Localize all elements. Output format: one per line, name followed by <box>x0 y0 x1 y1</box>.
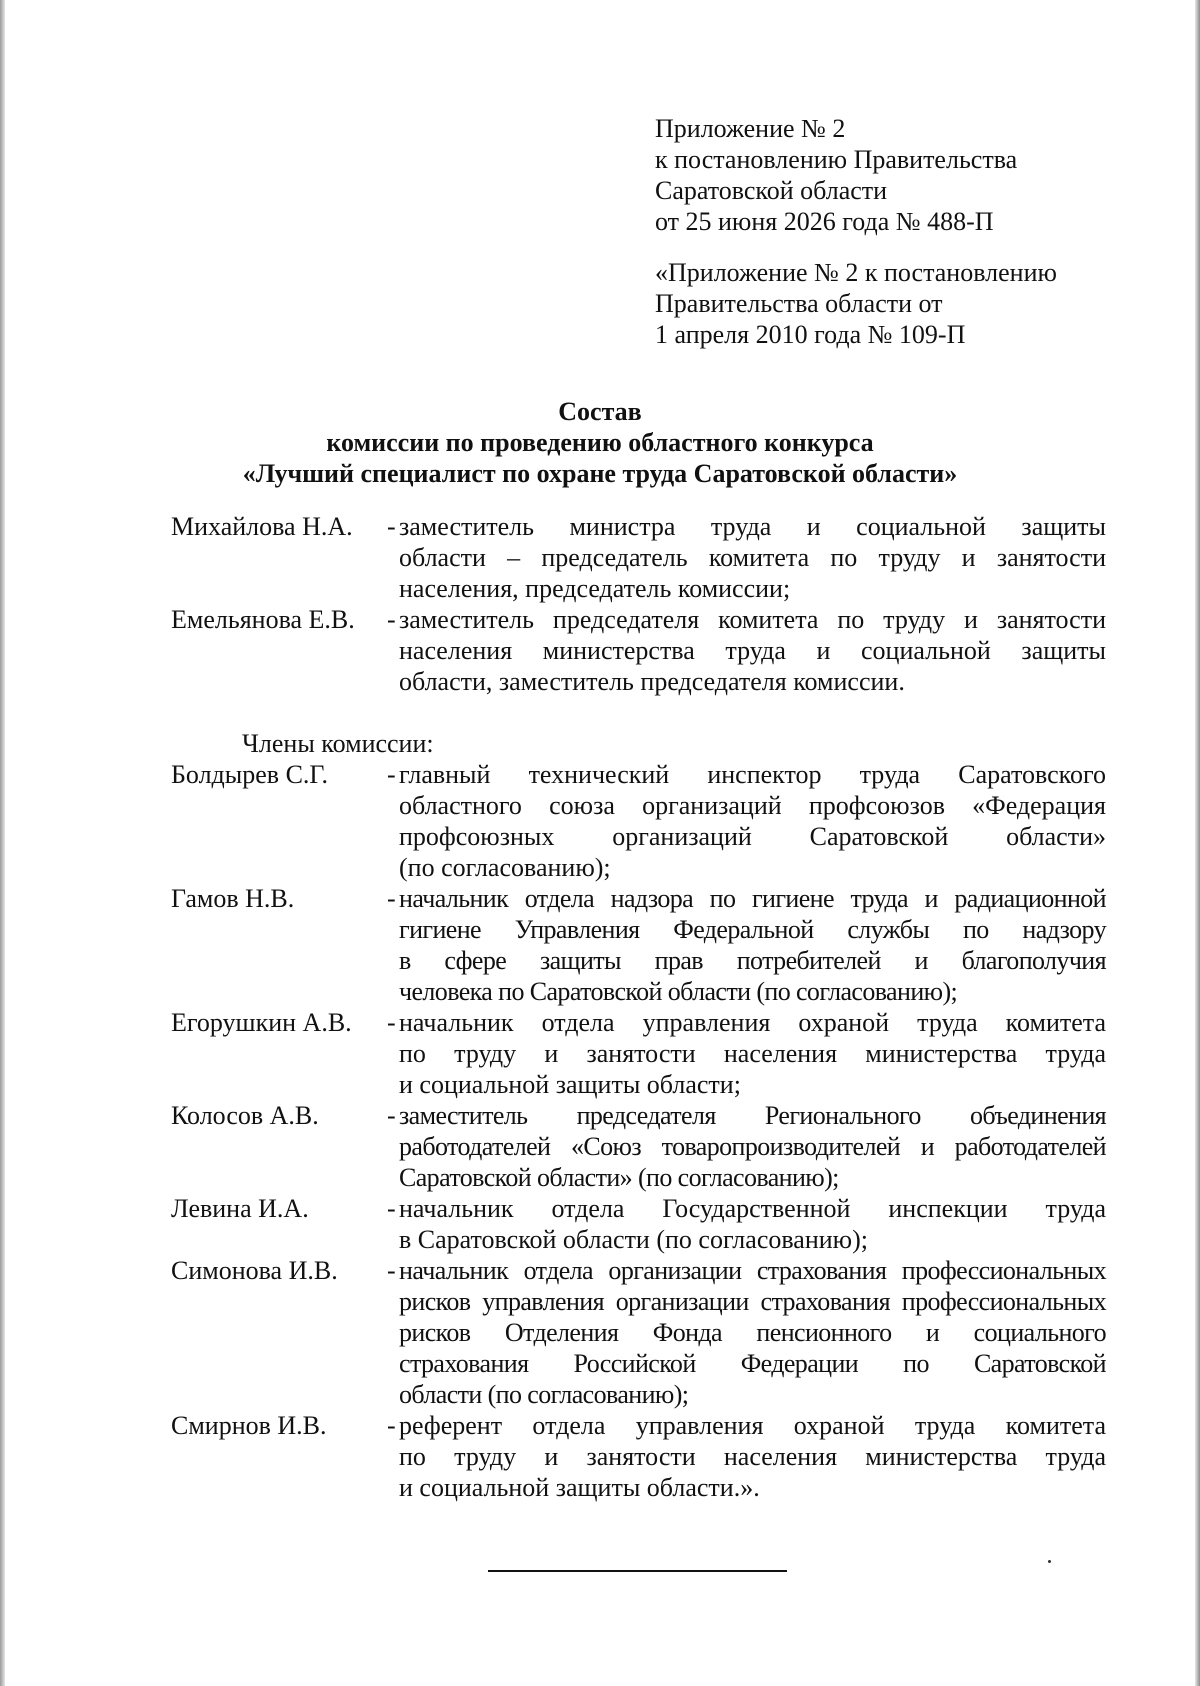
position-line: областного союза организаций профсоюзов «Федерация <box>399 791 1106 820</box>
member-dash: - <box>387 1008 396 1037</box>
position-line: Саратовской области» (по согласованию); <box>399 1163 839 1192</box>
position-line: главный технический инспектор труда Саратовского <box>399 760 1106 789</box>
member-row <box>171 1255 1106 1410</box>
member-row <box>171 1007 1106 1100</box>
member-name: Гамов Н.В. <box>171 884 295 913</box>
member-dash: - <box>387 884 396 913</box>
position-line: по труду и занятости населения министерства труда <box>399 1039 1106 1068</box>
member-position <box>399 759 1106 883</box>
members-label: Члены комиссии: <box>242 729 434 758</box>
member-name: Егорушкин А.В. <box>171 1008 352 1037</box>
position-line: человека по Саратовской области (по согласованию); <box>399 977 958 1006</box>
member-dash: - <box>387 1256 396 1285</box>
title-line: «Лучший специалист по охране труда Саратовской области» <box>242 459 958 488</box>
position-line: начальник отдела управления охраной труда комитета <box>399 1008 1106 1037</box>
member-position <box>399 1410 1106 1503</box>
scan-edge-left <box>0 0 5 1686</box>
member-position <box>399 1100 1106 1193</box>
member-position <box>399 511 1106 604</box>
position-line: работодателей «Союз товаропроизводителей и работодателей <box>399 1132 1106 1161</box>
title-line: комиссии по проведению областного конкурса <box>326 428 874 457</box>
position-line: в сфере защиты прав потребителей и благополучия <box>399 946 1106 975</box>
position-line: населения министерства труда и социальной защиты <box>399 636 1106 665</box>
member-row <box>171 604 1106 697</box>
member-position <box>399 883 1106 1007</box>
position-line: и социальной защиты области; <box>399 1070 741 1099</box>
position-line: рисков Отделения Фонда пенсионного и социального <box>399 1318 1106 1347</box>
position-line: гигиене Управления Федеральной службы по надзору <box>399 915 1106 944</box>
position-line: (по согласованию); <box>399 853 611 882</box>
position-line: рисков управления организации страхования профессиональных <box>399 1287 1106 1316</box>
scan-speck <box>1048 1560 1051 1563</box>
member-position <box>399 1193 1106 1255</box>
approval-line: Приложение № 2 <box>655 114 846 143</box>
position-line: населения, председатель комиссии; <box>399 574 791 603</box>
member-position <box>399 1007 1106 1100</box>
member-dash: - <box>387 1101 396 1130</box>
member-dash: - <box>387 1194 396 1223</box>
position-line: заместитель председателя Регионального объединения <box>399 1101 1106 1130</box>
member-position <box>399 604 1106 697</box>
member-list <box>171 759 1106 1503</box>
position-line: заместитель министра труда и социальной защиты <box>399 512 1106 541</box>
approval-line: Саратовской области <box>655 176 888 205</box>
member-name: Левина И.А. <box>171 1194 309 1223</box>
quoted-appendix-line: «Приложение № 2 к постановлению <box>655 258 1057 287</box>
member-name: Смирнов И.В. <box>171 1411 327 1440</box>
member-row <box>171 1100 1106 1193</box>
position-line: начальник отдела надзора по гигиене труда и радиационной <box>399 884 1106 913</box>
approval-line: к постановлению Правительства <box>655 145 1018 174</box>
member-name: Колосов А.В. <box>171 1101 319 1130</box>
closing-rule <box>488 1570 787 1572</box>
position-line: референт отдела управления охраной труда комитета <box>399 1411 1106 1440</box>
position-line: страхования Российской Федерации по Саратовской <box>399 1349 1106 1378</box>
chair-list <box>171 511 1106 697</box>
position-line: области – председатель комитета по труду и занятости <box>399 543 1106 572</box>
member-name: Симонова И.В. <box>171 1256 338 1285</box>
member-row <box>171 883 1106 1007</box>
approval-line: от 25 июня 2026 года № 488-П <box>655 207 994 236</box>
position-line: начальник отдела организации страхования профессиональных <box>399 1256 1106 1285</box>
position-line: профсоюзных организаций Саратовской области» <box>399 822 1106 851</box>
position-line: начальник отдела Государственной инспекции труда <box>399 1194 1106 1223</box>
title-line: Состав <box>558 397 642 426</box>
member-row <box>171 511 1106 604</box>
member-row <box>171 759 1106 883</box>
member-row <box>171 1193 1106 1255</box>
member-position <box>399 1255 1106 1410</box>
document-title <box>0 396 1200 489</box>
position-line: и социальной защиты области.». <box>399 1473 760 1502</box>
member-dash: - <box>387 1411 396 1440</box>
member-name: Болдырев С.Г. <box>171 760 329 789</box>
scan-edge-right <box>1195 0 1200 1686</box>
commission-list <box>171 511 1106 1503</box>
member-dash: - <box>387 760 396 789</box>
member-dash: - <box>387 512 396 541</box>
quoted-appendix-block <box>655 257 1135 350</box>
member-dash: - <box>387 605 396 634</box>
member-row <box>171 1410 1106 1503</box>
position-line: области (по согласованию); <box>399 1380 689 1409</box>
position-line: по труду и занятости населения министерства труда <box>399 1442 1106 1471</box>
position-line: в Саратовской области (по согласованию); <box>399 1225 868 1254</box>
member-name: Михайлова Н.А. <box>171 512 353 541</box>
quoted-appendix-line: 1 апреля 2010 года № 109-П <box>655 320 966 349</box>
quoted-appendix-line: Правительства области от <box>655 289 943 318</box>
position-line: области, заместитель председателя комиссии. <box>399 667 905 696</box>
position-line: заместитель председателя комитета по труду и занятости <box>399 605 1106 634</box>
section-gap <box>171 697 1106 728</box>
approval-block <box>655 113 1135 237</box>
member-name: Емельянова Е.В. <box>171 605 355 634</box>
